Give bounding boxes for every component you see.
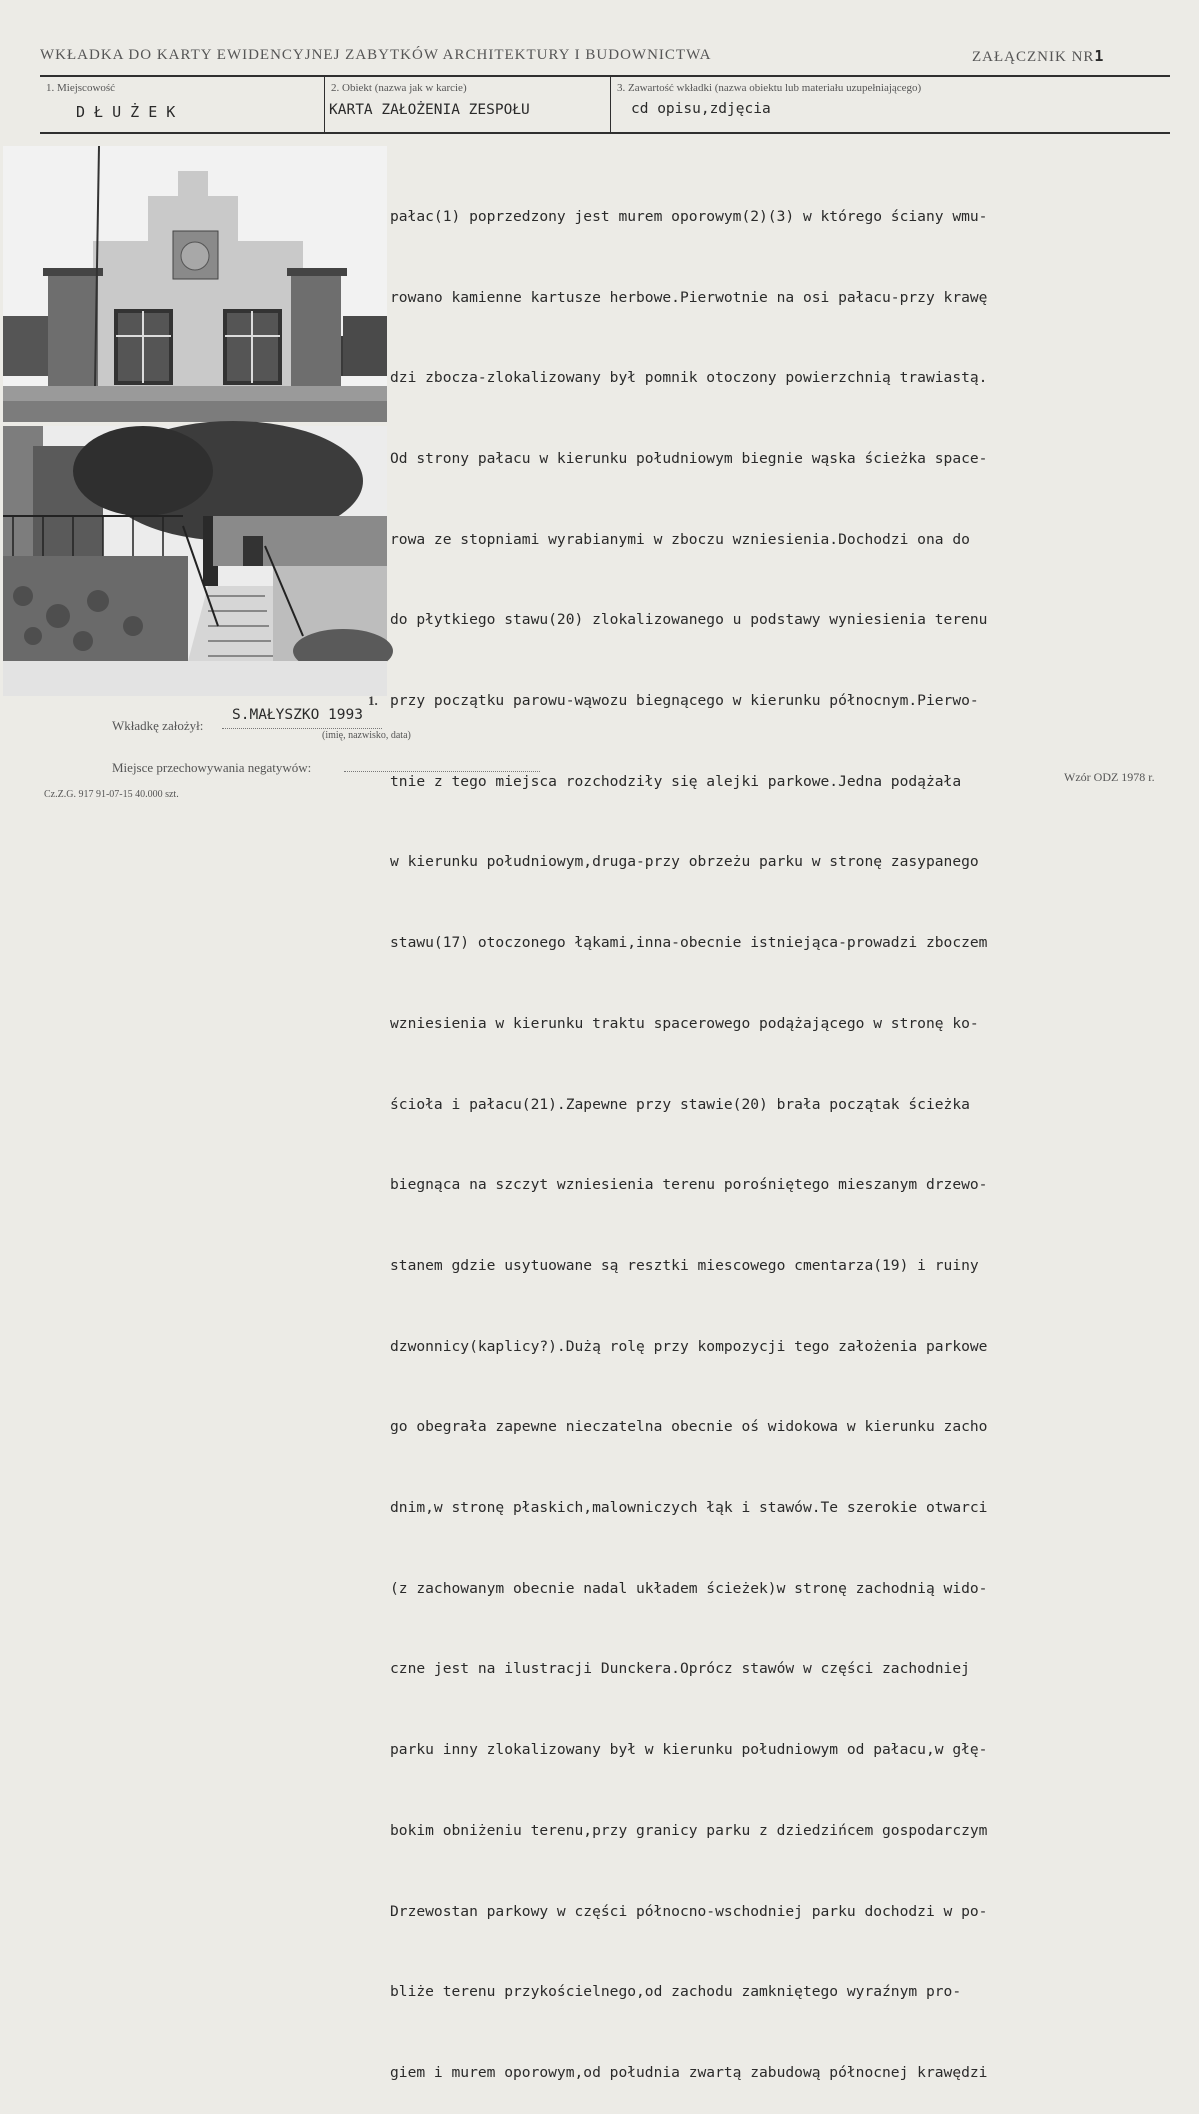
text-line: parku inny zlokalizowany był w kierunku południowym od pałacu,w głę- xyxy=(390,1741,988,1759)
attachment-label xyxy=(972,47,1104,66)
text-line: tnie z tego miejsca rozchodziły się alejki parkowe.Jedna podążała xyxy=(390,772,962,790)
text-line: stanem gdzie usytuowane są resztki miescowego cmentarza(19) i ruiny xyxy=(390,1256,979,1274)
text-line: rowano kamienne kartusze herbowe.Pierwotnie na osi pałacu-przy krawę xyxy=(390,288,988,306)
text-line: bokim obniżeniu terenu,przy granicy parku z dziedzińcem gospodarczym xyxy=(390,1821,988,1839)
text-line: Drzewostan parkowy w części północno-wschodniej parku dochodzi w po- xyxy=(390,1902,988,1920)
field-divider-1 xyxy=(324,77,325,132)
text-line: ścioła i pałacu(21).Zapewne przy stawie(20) brała początak ścieżka xyxy=(390,1095,970,1113)
text-line: dzi zbocza-zlokalizowany był pomnik otoczony powierzchnią trawiastą. xyxy=(390,369,988,387)
text-line: rowa ze stopniami wyrabianymi w zboczu wzniesienia.Dochodzi ona do xyxy=(390,530,970,548)
form-title: WKŁADKA DO KARTY EWIDENCYJNEJ ZABYTKÓW ARCHITEKTURY I BUDOWNICTWA xyxy=(40,47,712,63)
text-line: wzniesienia w kierunku traktu spacerowego podążającego w stronę ko- xyxy=(390,1014,979,1032)
contents-value: cd opisu,zdjęcia xyxy=(631,101,771,117)
negatives-label: Miejsce przechowywania negatywów: xyxy=(112,760,312,775)
text-line: stawu(17) otoczonego łąkami,inna-obecnie istniejąca-prowadzi zboczem xyxy=(390,934,988,952)
attachment-number: 1 xyxy=(1094,47,1105,65)
photo-stairs-wall xyxy=(3,426,387,696)
prepared-label: Wkładkę założył: xyxy=(112,718,204,733)
prepared-value: S.MAŁYSZKO 1993 xyxy=(232,707,363,723)
prepared-dotted-line xyxy=(222,728,382,729)
text-line: biegnąca na szczyt wzniesienia terenu porośniętego mieszanym drzewo- xyxy=(390,1176,988,1194)
text-line: dzwonnicy(kaplicy?).Dużą rolę przy kompozycji tego założenia parkowe xyxy=(390,1337,988,1355)
photo-palace-gable xyxy=(3,146,387,422)
text-line: przy początku parowu-wąwozu biegnącego w kierunku północnym.Pierwo- xyxy=(390,692,979,710)
page-mark: 1. xyxy=(368,693,378,708)
text-line: pałac(1) poprzedzony jest murem oporowym(2)(3) w którego ściany wmu- xyxy=(390,207,988,225)
text-line: giem i murem oporowym,od południa zwartą zabudową północnej krawędzi xyxy=(390,2063,988,2081)
header-rule-top xyxy=(40,75,1170,77)
text-line: do płytkiego stawu(20) zlokalizowanego u podstawy wyniesienia terenu xyxy=(390,611,988,629)
text-line: Od strony pałacu w kierunku południowym biegnie wąska ścieżka space- xyxy=(390,449,988,467)
text-line: go obegrała zapewne nieczatelna obecnie oś widokowa w kierunku zacho xyxy=(390,1418,988,1436)
location-value: D Ł U Ż E K xyxy=(76,103,176,121)
object-label: 2. Obiekt (nazwa jak w karcie) xyxy=(331,82,467,94)
form-reference: Wzór ODZ 1978 r. xyxy=(1064,770,1155,784)
text-line: w kierunku południowym,druga-przy obrzeżu parku w stronę zasypanego xyxy=(390,853,979,871)
attachment-text: ZAŁĄCZNIK NR xyxy=(972,49,1095,65)
text-line: dnim,w stronę płaskich,malowniczych łąk i stawów.Te szerokie otwarci xyxy=(390,1499,988,1517)
field-divider-2 xyxy=(610,77,611,132)
text-line: (z zachowanym obecnie nadal układem ścieżek)w stronę zachodnią wido- xyxy=(390,1579,988,1597)
header-rule-bottom xyxy=(40,132,1170,134)
text-line: czne jest na ilustracji Dunckera.Oprócz stawów w części zachodniej xyxy=(390,1660,970,1678)
text-line: bliże terenu przykościelnego,od zachodu zamkniętego wyraźnym pro- xyxy=(390,1983,962,2001)
object-value: KARTA ZAŁOŻENIA ZESPOŁU xyxy=(329,102,530,118)
print-code: Cz.Z.G. 917 91-07-15 40.000 szt. xyxy=(44,789,179,800)
description-text xyxy=(390,150,1180,2114)
negatives-dotted-line xyxy=(344,771,540,772)
prepared-hint: (imię, nazwisko, data) xyxy=(322,730,411,741)
location-label: 1. Miejscowość xyxy=(46,82,116,94)
contents-label: 3. Zawartość wkładki (nazwa obiektu lub materiału uzupełniającego) xyxy=(617,82,922,94)
